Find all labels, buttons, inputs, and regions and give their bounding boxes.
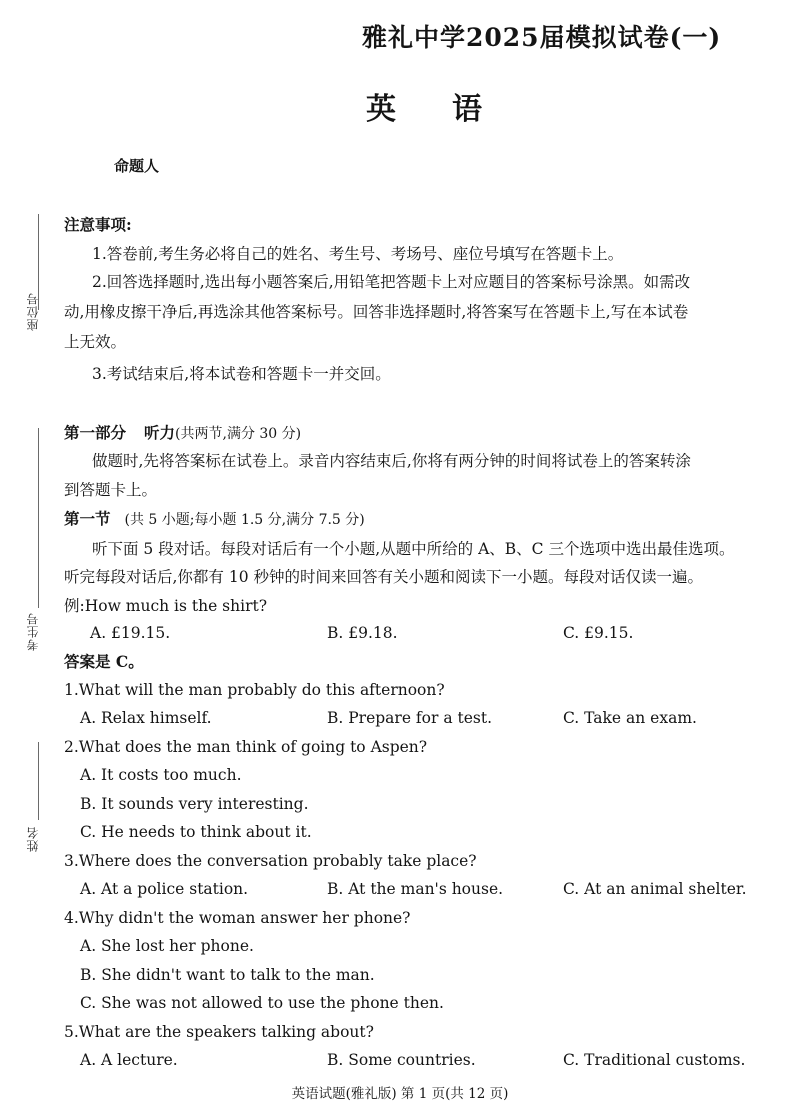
example-option-c: C. £9.15. bbox=[563, 624, 634, 642]
question-4-option-b: B. She didn't want to talk to the man. bbox=[80, 966, 375, 984]
notice-item-2-line-2: 动,用橡皮擦干净后,再选涂其他答案标号。回答非选择题时,将答案写在答题卡上,写在本试卷 bbox=[64, 303, 689, 321]
exam-title: 雅礼中学2025届模拟试卷(一) bbox=[362, 23, 722, 52]
section1-detail: (共 5 小题;每小题 1.5 分,满分 7.5 分) bbox=[124, 512, 365, 528]
question-3-option-a: A. At a police station. bbox=[80, 880, 249, 898]
notice-item-3: 3.考试结束后,将本试卷和答题卡一并交回。 bbox=[92, 365, 391, 383]
part1-instruction-line-2: 到答题卡上。 bbox=[64, 481, 158, 499]
notice-item-1: 1.答卷前,考生务必将自己的姓名、考生号、考场号、座位号填写在答题卡上。 bbox=[92, 245, 624, 263]
page-footer: 英语试题(雅礼版) 第 1 页(共 12 页) bbox=[291, 1086, 509, 1102]
part1-instruction-line-1: 做题时,先将答案标在试卷上。录音内容结束后,你将有两分钟的时间将试卷上的答案转涂 bbox=[92, 452, 691, 470]
question-1-stem: 1.What will the man probably do this afternoon? bbox=[64, 681, 445, 699]
example-option-a: A. £19.15. bbox=[90, 624, 171, 642]
section1-instruction-line-1: 听下面 5 段对话。每段对话后有一个小题,从题中所给的 A、B、C 三个选项中选出最佳选项。 bbox=[92, 540, 735, 558]
example-option-b: B. £9.18. bbox=[327, 624, 398, 642]
question-5-option-a: A. A lecture. bbox=[80, 1051, 178, 1069]
section1-instruction-line-2: 听完每段对话后,你都有 10 秒钟的时间来回答有关小题和阅读下一小题。每段对话仅读一遍。 bbox=[64, 568, 704, 586]
question-3-option-c: C. At an animal shelter. bbox=[563, 880, 747, 898]
example-question: 例:How much is the shirt? bbox=[64, 597, 268, 615]
question-3-stem: 3.Where does the conversation probably take place? bbox=[64, 852, 477, 870]
question-4-stem: 4.Why didn't the woman answer her phone? bbox=[64, 909, 411, 927]
exam-number-label: 考生号 bbox=[26, 612, 40, 651]
question-4-option-c: C. She was not allowed to use the phone then. bbox=[80, 994, 444, 1012]
question-3-option-b: B. At the man's house. bbox=[327, 880, 504, 898]
question-1-option-c: C. Take an exam. bbox=[563, 709, 697, 727]
question-2-option-b: B. It sounds very interesting. bbox=[80, 795, 309, 813]
part1-name: 听力 bbox=[144, 423, 176, 442]
section1-heading bbox=[64, 509, 365, 530]
part1-heading bbox=[64, 423, 301, 444]
question-2-stem: 2.What does the man think of going to Aspen? bbox=[64, 738, 428, 756]
name-label: 姓名 bbox=[26, 826, 40, 852]
question-1-option-a: A. Relax himself. bbox=[80, 709, 212, 727]
example-answer: 答案是 C。 bbox=[64, 652, 144, 671]
question-5-option-c: C. Traditional customs. bbox=[563, 1051, 746, 1069]
subject-title: 英语 bbox=[366, 92, 538, 127]
notice-item-2-line-1: 2.回答选择题时,选出每小题答案后,用铅笔把答题卡上对应题目的答案标号涂黑。如需改 bbox=[92, 273, 691, 291]
question-2-option-c: C. He needs to think about it. bbox=[80, 823, 312, 841]
seat-number-label: 座位号 bbox=[26, 292, 40, 331]
question-5-stem: 5.What are the speakers talking about? bbox=[64, 1023, 374, 1041]
binding-rule-exam-number bbox=[38, 428, 39, 608]
binding-rule-name bbox=[38, 742, 39, 820]
question-2-option-a: A. It costs too much. bbox=[80, 766, 242, 784]
question-4-option-a: A. She lost her phone. bbox=[80, 937, 254, 955]
part1-title: 第一部分 bbox=[64, 423, 127, 442]
part1-detail: (共两节,满分 30 分) bbox=[175, 426, 302, 442]
question-5-option-b: B. Some countries. bbox=[327, 1051, 476, 1069]
notice-title: 注意事项: bbox=[64, 215, 132, 234]
notice-item-2-line-3: 上无效。 bbox=[64, 333, 127, 351]
section1-title: 第一节 bbox=[64, 509, 111, 528]
setter-label: 命题人 bbox=[114, 157, 160, 175]
question-1-option-b: B. Prepare for a test. bbox=[327, 709, 493, 727]
